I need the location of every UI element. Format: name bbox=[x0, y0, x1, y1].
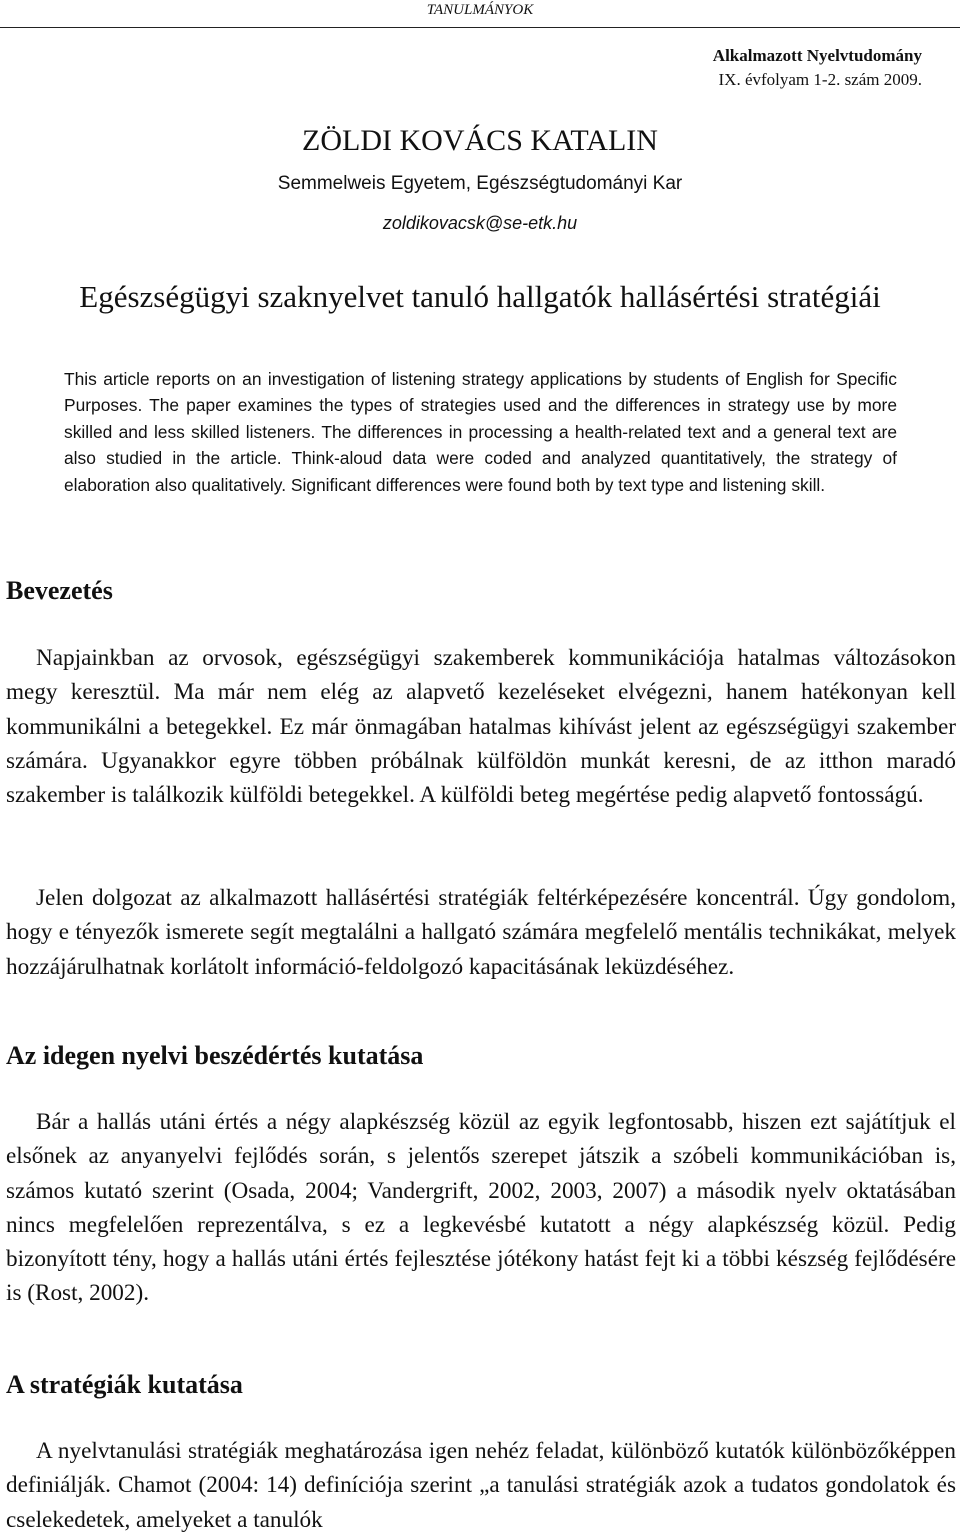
journal-issue: IX. évfolyam 1-2. szám 2009. bbox=[718, 70, 922, 89]
author-email: zoldikovacsk@se-etk.hu bbox=[382, 213, 578, 233]
paragraph: Napjainkban az orvosok, egészségügyi szakemberek kommunikációja hatalmas változásokon megy keresztül. Ma már nem elég az alapvető kezeléseket elvégezni, hanem hatékonyan kell kommunikálni a betegekkel. Ez már önmagában hatalmas kihívást jelent az egészségügyi szakember számára. Ugyanakkor egyre többen próbálnak külföldön munkát keresni, de az itthon maradó szakember is találkozik külföldi betegekkel. A külföldi beteg megértése pedig alapvető fontosságú. bbox=[6, 645, 956, 809]
author-affiliation: Semmelweis Egyetem, Egészségtudományi Kar bbox=[277, 173, 683, 194]
journal-name: Alkalmazott Nyelvtudomány bbox=[712, 46, 922, 65]
article-title: Egészségügyi szaknyelvet tanuló hallgatók hallásértési stratégiái bbox=[79, 279, 881, 314]
section-heading-strategiak: A stratégiák kutatása bbox=[6, 1370, 243, 1399]
journal-info bbox=[713, 44, 922, 92]
abstract: This article reports on an investigation of listening strategy applications by students of English for Specific Purposes. The paper examines the types of strategies used and the differences in strategy use by more skilled and less skilled listeners. The differences in processing a health-related text and a general text are also studied in the article. Think-aloud data were coded and analyzed quantitatively, the strategy of elaboration also qualitatively. Significant differences were found both by text type and listening skill. bbox=[64, 369, 897, 495]
author-name: ZÖLDI KOVÁCS KATALIN bbox=[302, 124, 658, 157]
paragraph: A nyelvtanulási stratégiák meghatározása igen nehéz feladat, különböző kutatók különbözőképpen definiálják. Chamot (2004: 14) definíciója szerint „a tanulási stratégiák azok a tudatos gondolatok és cselekedetek, amelyeket a tanulók bbox=[6, 1438, 956, 1533]
paragraph: Jelen dolgozat az alkalmazott hallásértési stratégiák feltérképezésére koncentrál. Úgy gondolom, hogy e tényezők ismerete segít megtalálni a hallgató számára megfelelő mentális technikákat, melyek hozzájárulhatnak korlátolt információ-feldolgozó kapacitásának leküzdéséhez. bbox=[6, 885, 956, 980]
header-rule bbox=[0, 27, 960, 28]
running-header: TANULMÁNYOK bbox=[426, 2, 534, 18]
paragraph: Bár a hallás utáni értés a négy alapkészség közül az egyik legfontosabb, hiszen ezt sajátítjuk el elsőnek az anyanyelvi fejlődés során, s jelentős szerepet játszik a szóbeli kommunikációban is, számos kutató szerint (Osada, 2004; Vandergrift, 2002, 2003, 2007) a második nyelv oktatásában nincs megfelelően reprezentálva, s ez a legkevésbé kutatott a négy alapkészség közül. Pedig bizonyított tény, hogy a hallás utáni értés fejlesztése jótékony hatást fejt ki a többi készség fejlődésére is (Rost, 2002). bbox=[6, 1109, 956, 1307]
section-heading-beszedertes: Az idegen nyelvi beszédértés kutatása bbox=[6, 1041, 424, 1070]
section-heading-bevezetes: Bevezetés bbox=[6, 576, 113, 605]
